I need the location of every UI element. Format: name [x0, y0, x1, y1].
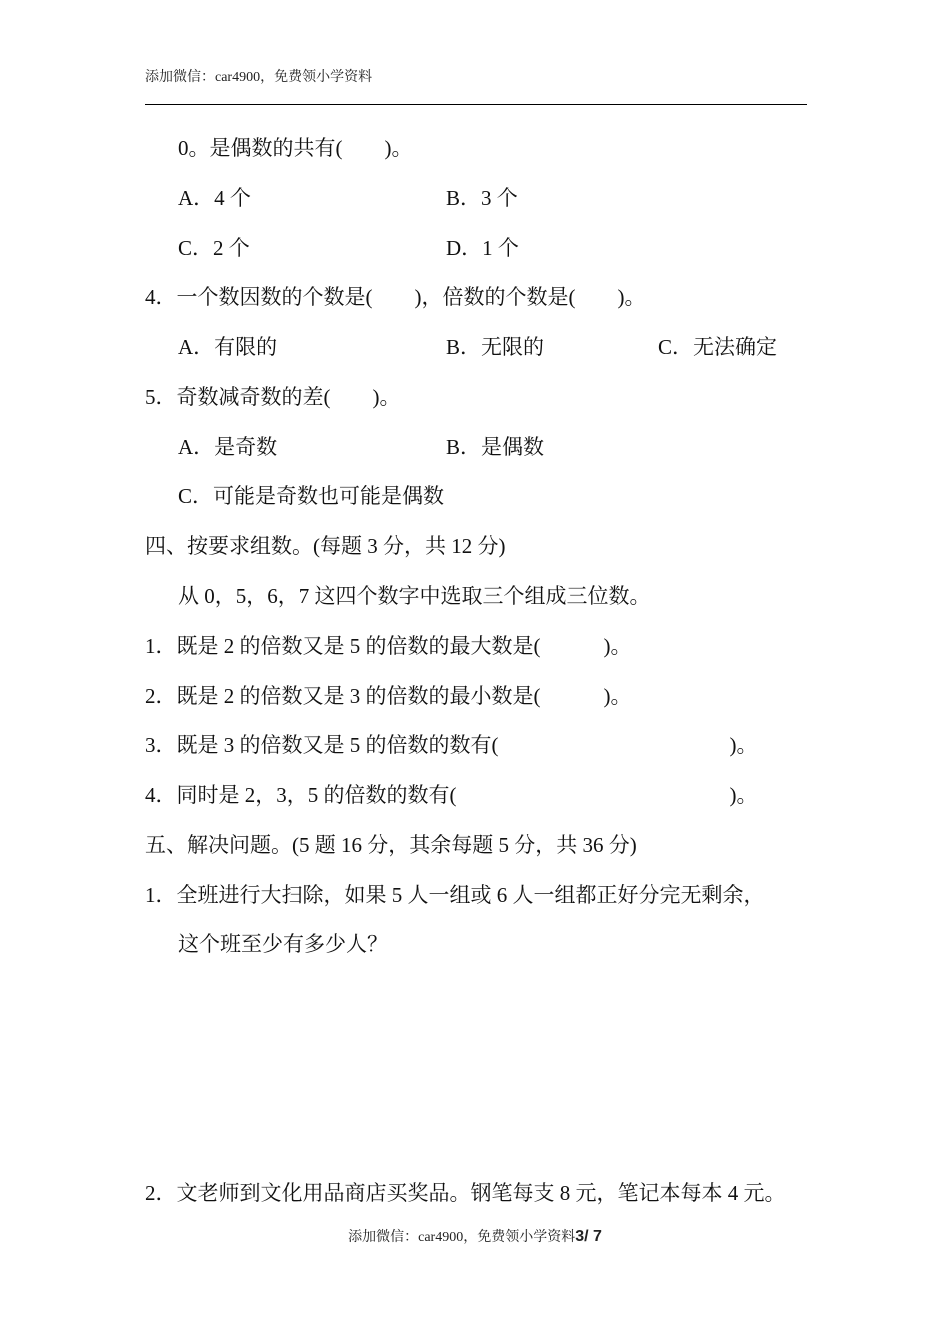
section-4-title: 四、按要求组数。(每题 3 分，共 12 分)	[145, 534, 506, 558]
q5-option-a: A．是奇数	[178, 435, 278, 459]
section-4-question-3: 3．既是 3 的倍数又是 5 的倍数的数有( )。	[145, 733, 758, 757]
section-4-question-2: 2．既是 2 的倍数又是 3 的倍数的最小数是( )。	[145, 684, 632, 708]
section-4-question-4: 4．同时是 2，3，5 的倍数的数有( )。	[145, 783, 758, 807]
q3-option-c: C．2 个	[178, 236, 250, 260]
section-4-question-1: 1．既是 2 的倍数又是 5 的倍数的最大数是( )。	[145, 634, 632, 658]
page-footer	[0, 1226, 950, 1246]
footer-text: 添加微信：car4900，免费领小学资料	[348, 1230, 576, 1245]
section-5-question-1-line-1: 1．全班进行大扫除，如果 5 人一组或 6 人一组都正好分完无剩余，	[145, 883, 765, 907]
q3-option-d: D．1 个	[446, 236, 519, 260]
q5-option-b: B．是偶数	[446, 435, 545, 459]
q4-option-a: A．有限的	[178, 335, 278, 359]
question-4: 4．一个数因数的个数是( )，倍数的个数是( )。	[145, 285, 646, 309]
question-5: 5．奇数减奇数的差( )。	[145, 385, 401, 409]
q3-option-a: A．4 个	[178, 186, 251, 210]
page-number: 3/ 7	[575, 1228, 602, 1245]
section-5-question-2: 2．文老师到文化用品商店买奖品。钢笔每支 8 元，笔记本每本 4 元。	[145, 1181, 786, 1205]
q3-option-b: B．3 个	[446, 186, 518, 210]
section-4-intro: 从 0，5，6，7 这四个数字中选取三个组成三位数。	[178, 584, 651, 608]
section-5-title: 五、解决问题。(5 题 16 分，其余每题 5 分，共 36 分)	[145, 833, 637, 857]
section-5-question-1-line-2: 这个班至少有多少人？	[178, 932, 388, 956]
q4-option-b: B．无限的	[446, 335, 545, 359]
header-divider	[145, 104, 807, 105]
question-3-tail: 0。是偶数的共有( )。	[178, 136, 413, 160]
page-header-text: 添加微信：car4900，免费领小学资料	[145, 70, 373, 85]
q4-option-c: C．无法确定	[658, 335, 778, 359]
q5-option-c: C．可能是奇数也可能是偶数	[178, 484, 445, 508]
